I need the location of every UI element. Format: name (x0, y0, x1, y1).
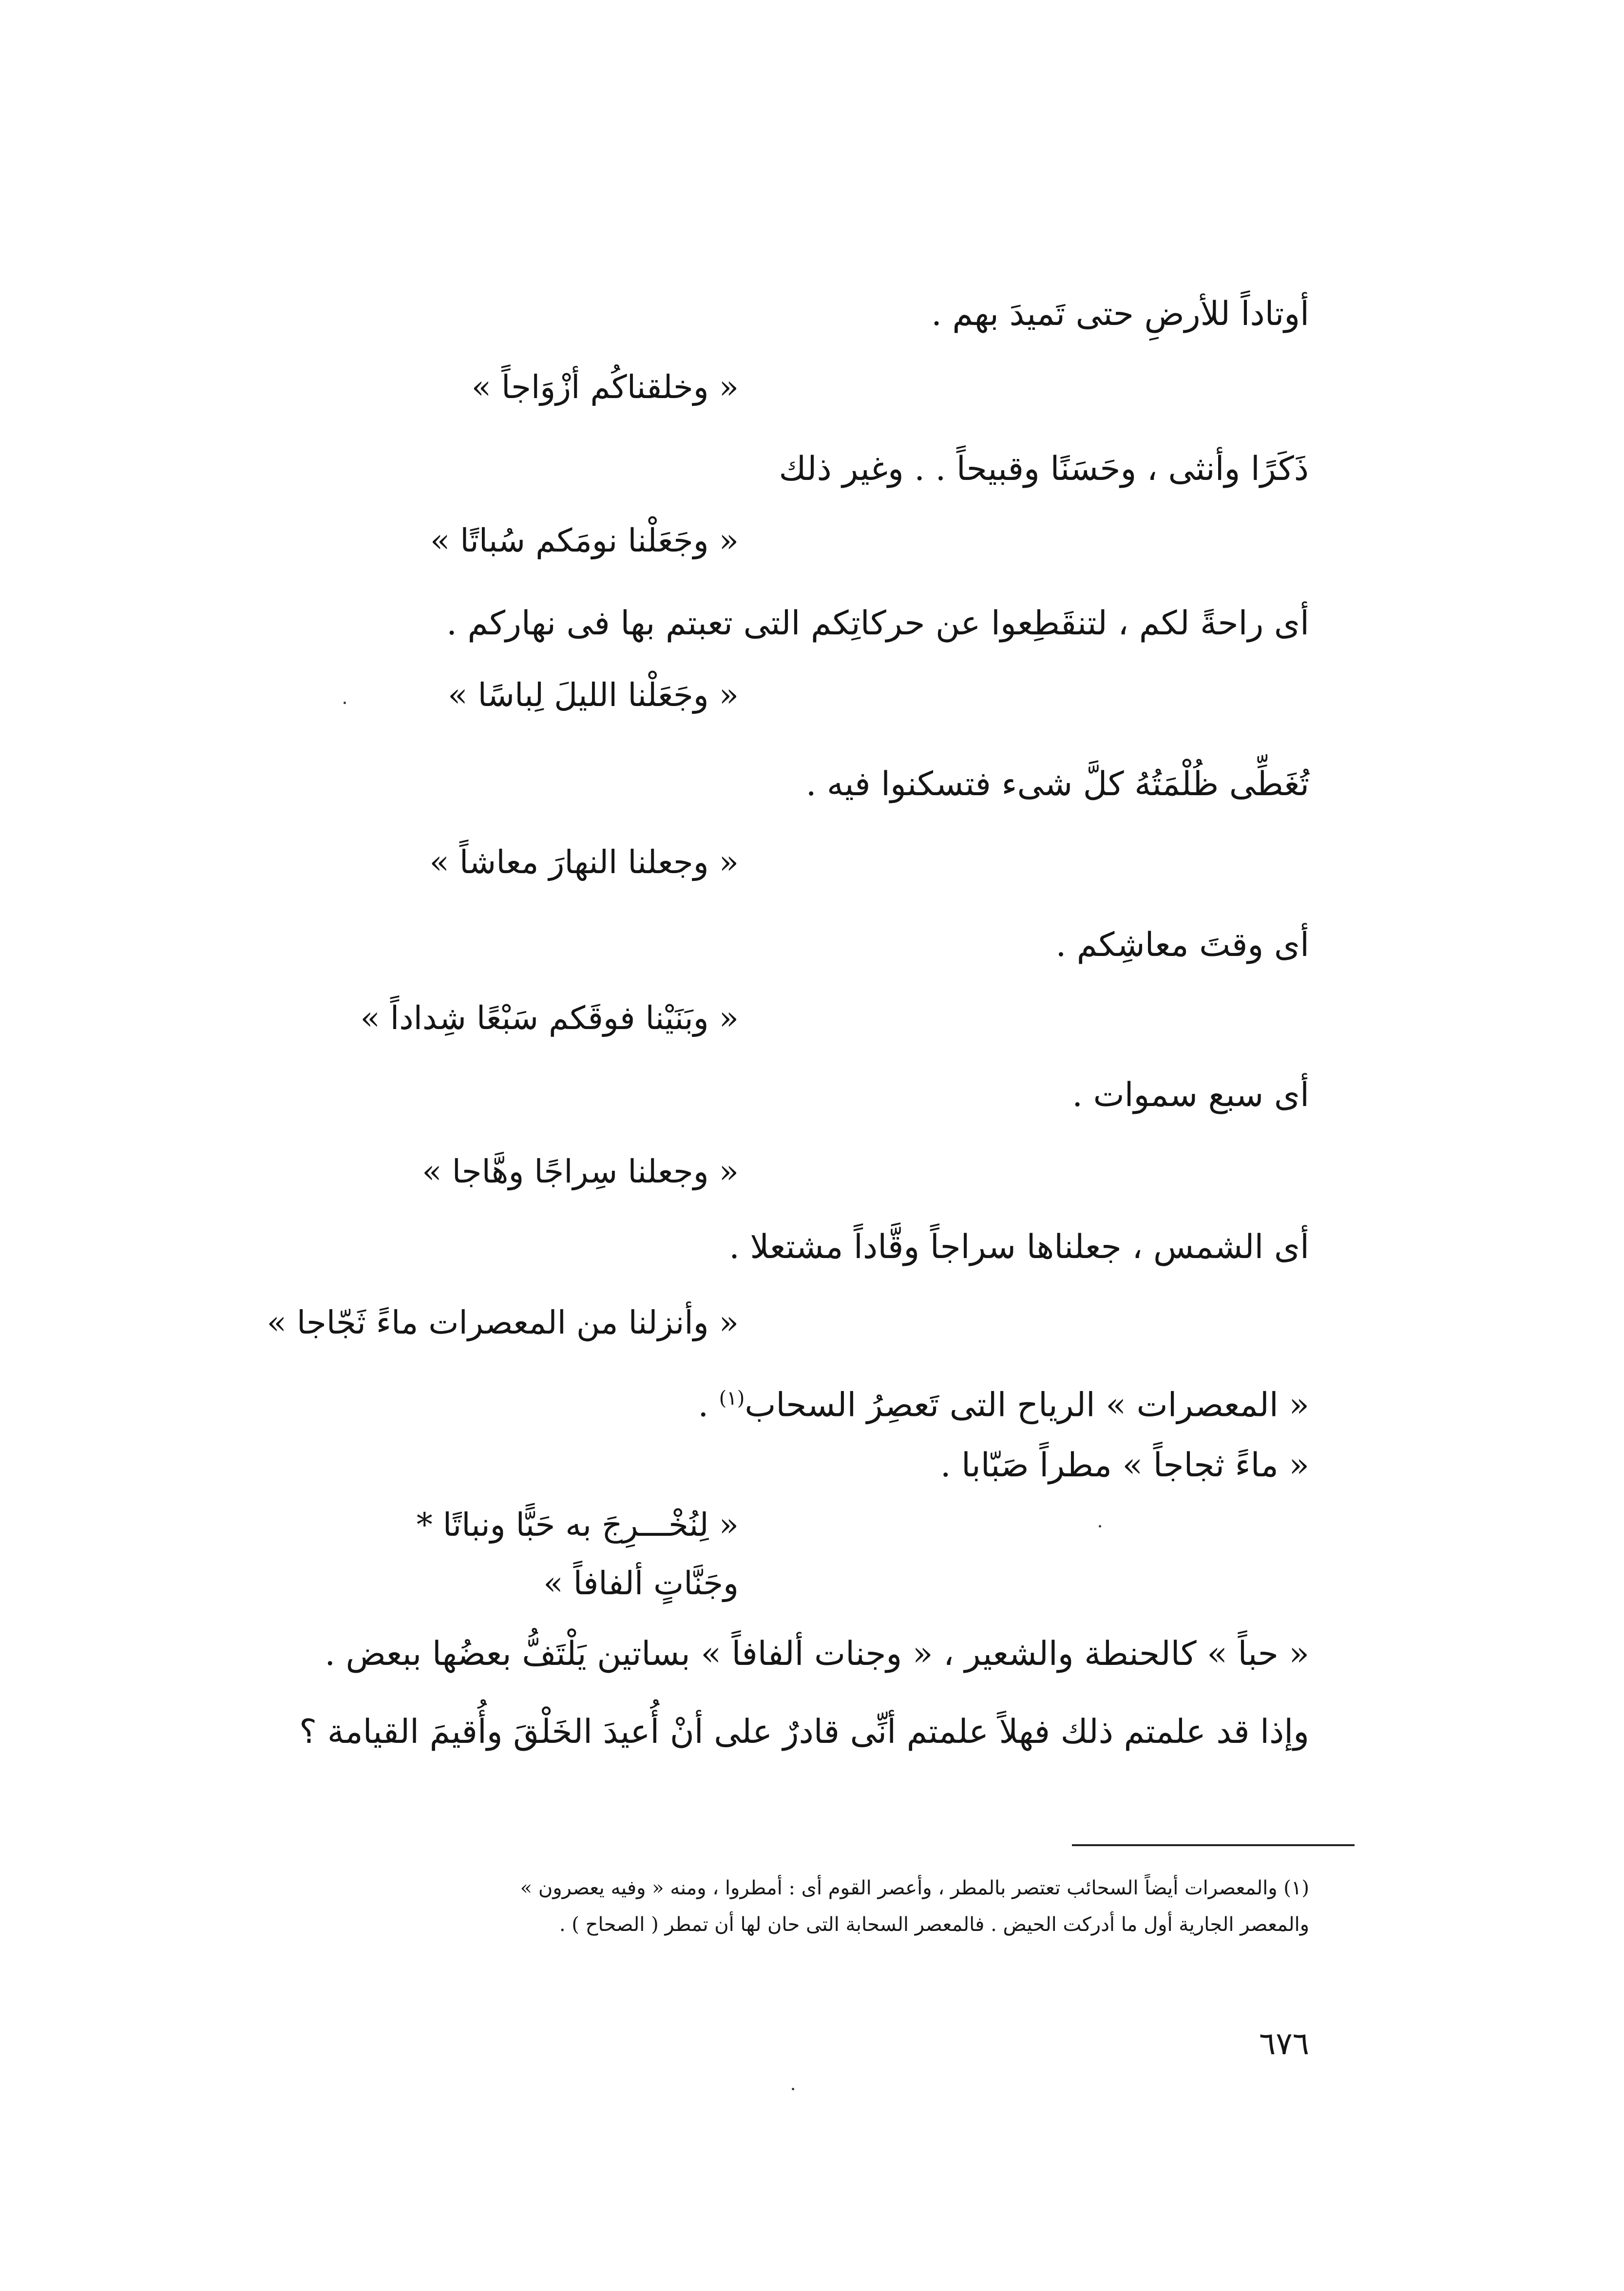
quran-verse: « وجَعَلْنا نومَكم سُباتًا » (430, 522, 739, 559)
quran-verse: « وجعلنا النهارَ معاشاً » (429, 843, 739, 881)
text-line-body: « المعصرات » الرياح التى تَعصِرُ السحاب (745, 1386, 1309, 1425)
text-line: ذَكَرًا وأنثى ، وحَسَنًا وقبيحاً . . وغير ذلك (779, 450, 1309, 488)
text-line: وإذا قد علمتم ذلك فهلاً علمتم أنِّى قادرٌ على أنْ أُعيدَ الخَلْقَ وأُقيمَ القيامة ؟ (299, 1713, 1309, 1751)
scan-speck (792, 2088, 794, 2090)
quran-verse: « لِنُخْـــرِجَ به حَبًّا ونباتًا * (416, 1506, 739, 1544)
footnote-line: (١) والمعصرات أيضاً السحائب تعتصر بالمطر ، وأعصر القوم أى : أمطروا ، ومنه « وفيه يعصرون » (520, 1877, 1309, 1899)
scan-speck (1099, 1525, 1101, 1527)
text-line: أى سبع سموات . (1072, 1076, 1309, 1114)
quran-verse: « وجعلنا سِراجًا وهَّاجا » (422, 1153, 739, 1190)
scan-speck (344, 702, 346, 704)
footnote-divider (1072, 1844, 1355, 1846)
quran-verse: « وجَعَلْنا الليلَ لِباسًا » (448, 676, 739, 714)
text-line: « ماءً ثجاجاً » مطراً صَبّابا . (940, 1446, 1309, 1485)
quran-verse: « وبَنَيْنا فوقَكم سَبْعًا شِداداً » (360, 999, 739, 1037)
quran-verse: « وخلقناكُم أزْوَاجاً » (471, 368, 739, 406)
quran-verse: وجَنَّاتٍ ألفافاً » (543, 1565, 739, 1602)
text-line: أى الشمس ، جعلناها سراجاً وقَّاداً مشتعلا . (729, 1228, 1309, 1266)
text-line: تُغَطِّى ظُلْمَتُهُ كلَّ شىء فتسكنوا فيه . (805, 765, 1309, 803)
text-line: أوتاداً للأرضِ حتى تَميدَ بهم . (931, 295, 1309, 333)
text-line: « حباً » كالحنطة والشعير ، « وجنات ألفافاً » بساتين يَلْتَفُّ بعضُها ببعض . (325, 1635, 1309, 1673)
footnote-marker: (١) (719, 1387, 745, 1410)
footnote-line: والمعصر الجارية أول ما أدركت الحيض . فالمعصر السحابة التى حان لها أن تمطر ( الصحاح ) . (559, 1913, 1309, 1936)
page-number: ٦٧٦ (1259, 2026, 1309, 2062)
quran-verse: « وأنزلنا من المعصرات ماءً ثَجّاجا » (267, 1304, 739, 1341)
text-line-tail: . (698, 1386, 719, 1425)
text-line (698, 1374, 1309, 1430)
text-line: أى وقتَ معاشِكم . (1055, 926, 1309, 964)
text-line: أى راحةً لكم ، لتنقَطِعوا عن حركاتِكم التى تعبتم بها فى نهاركم . (446, 604, 1309, 643)
